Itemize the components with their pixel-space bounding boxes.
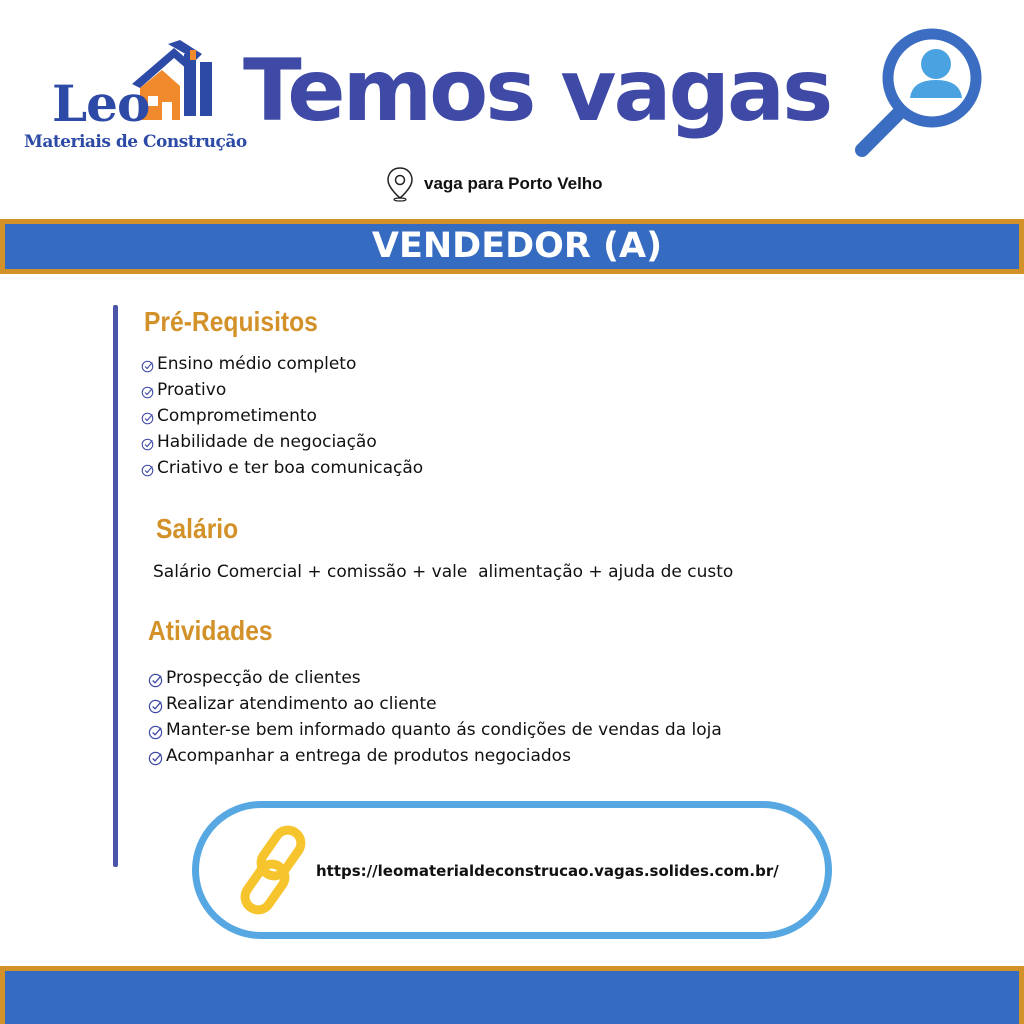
salary-heading: Salário	[156, 513, 239, 544]
job-link[interactable]: https://leomaterialdeconstrucao.vagas.solides.com.br/	[316, 862, 779, 880]
list-item: Proativo	[141, 377, 423, 403]
list-item: Acompanhar a entrega de produtos negociados	[148, 743, 722, 769]
check-circle-icon	[141, 438, 154, 451]
check-circle-icon	[148, 673, 163, 688]
check-circle-icon	[141, 360, 154, 373]
list-item: Habilidade de negociação	[141, 429, 423, 455]
activities-heading: Atividades	[148, 615, 273, 646]
job-title: VENDEDOR (A)	[371, 226, 663, 266]
logo-wordmark: Leo	[52, 74, 150, 133]
check-circle-icon	[141, 386, 154, 399]
check-circle-icon	[148, 699, 163, 714]
activities-list	[148, 665, 722, 769]
list-item: Prospecção de clientes	[148, 665, 722, 691]
location-line	[386, 166, 603, 202]
list-item: Ensino médio completo	[141, 351, 423, 377]
list-item: Manter-se bem informado quanto ás condições de vendas da loja	[148, 717, 722, 743]
check-circle-icon	[141, 464, 154, 477]
magnifier-user-icon	[852, 24, 992, 164]
list-item: Comprometimento	[141, 403, 423, 429]
list-item: Realizar atendimento ao cliente	[148, 691, 722, 717]
location-text: vaga para Porto Velho	[424, 174, 603, 193]
check-circle-icon	[141, 412, 154, 425]
location-pin-icon	[386, 166, 414, 202]
logo-subtitle: Materiais de Construção	[24, 132, 247, 152]
requirements-heading: Pré-Requisitos	[144, 306, 318, 337]
footer-banner	[0, 966, 1024, 1024]
job-title-banner	[0, 219, 1024, 274]
salary-text: Salário Comercial + comissão + vale alimentação + ajuda de custo	[153, 562, 734, 582]
company-logo	[24, 40, 247, 160]
page-title: Temos vagas	[243, 41, 831, 141]
list-item: Criativo e ter boa comunicação	[141, 455, 423, 481]
chain-link-icon	[238, 824, 318, 916]
requirements-list	[141, 351, 423, 481]
check-circle-icon	[148, 725, 163, 740]
check-circle-icon	[148, 751, 163, 766]
vertical-divider	[113, 305, 118, 867]
